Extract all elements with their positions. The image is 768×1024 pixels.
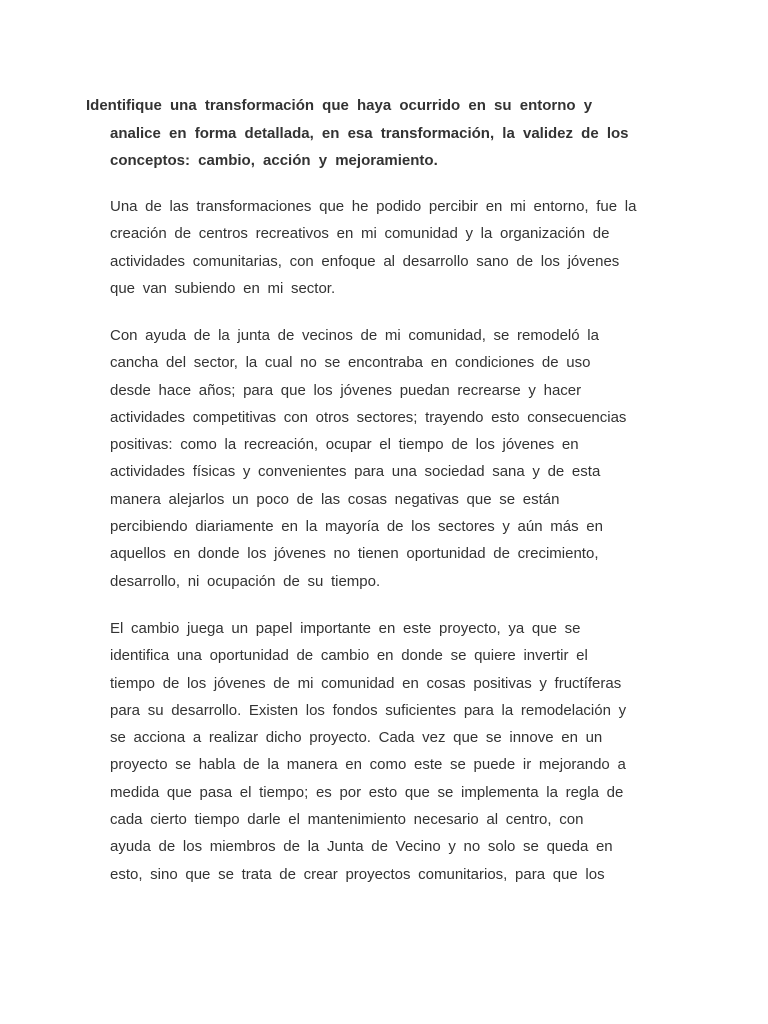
paragraph-line: esto, sino que se trata de crear proyectos comunitarios, para que los xyxy=(110,865,605,883)
paragraph-line: actividades competitivas con otros sectores; trayendo esto consecuencias xyxy=(110,408,627,426)
question-line: conceptos: cambio, acción y mejoramiento. xyxy=(110,152,438,169)
paragraph-line: Con ayuda de la junta de vecinos de mi comunidad, se remodeló la xyxy=(110,327,599,344)
paragraph-line: desde hace años; para que los jóvenes puedan recrearse y hacer xyxy=(110,381,582,399)
paragraph-line: cada cierto tiempo darle el mantenimiento necesario al centro, con xyxy=(110,811,584,829)
paragraph-change xyxy=(110,615,655,888)
question-line: Identifique una transformación que haya ocurrido en su entorno y xyxy=(86,97,593,114)
paragraph-line: creación de centros recreativos en mi comunidad y la organización de xyxy=(110,225,610,243)
paragraph-remodel xyxy=(110,322,655,595)
paragraph-line: aquellos en donde los jóvenes no tienen oportunidad de crecimiento, xyxy=(110,545,599,563)
paragraph-transformation xyxy=(110,193,655,302)
paragraph-line: que van subiendo en mi sector. xyxy=(110,279,336,297)
paragraph-line: para su desarrollo. Existen los fondos suficientes para la remodelación y xyxy=(110,701,627,719)
paragraph-line: tiempo de los jóvenes de mi comunidad en cosas positivas y fructíferas xyxy=(110,674,622,692)
question-heading xyxy=(86,92,686,175)
paragraph-line: manera alejarlos un poco de las cosas negativas que se están xyxy=(110,490,560,508)
paragraph-line: percibiendo diariamente en la mayoría de los sectores y aún más en xyxy=(110,518,603,536)
paragraph-line: ayuda de los miembros de la Junta de Vecino y no solo se queda en xyxy=(110,838,613,856)
paragraph-line: se acciona a realizar dicho proyecto. Cada vez que se innove en un xyxy=(110,729,603,747)
paragraph-line: El cambio juega un papel importante en este proyecto, ya que se xyxy=(110,620,581,637)
question-line: analice en forma detallada, en esa transformación, la validez de los xyxy=(110,124,629,142)
paragraph-line: desarrollo, ni ocupación de su tiempo. xyxy=(110,572,381,590)
paragraph-line: identifica una oportunidad de cambio en donde se quiere invertir el xyxy=(110,647,588,665)
paragraph-line: medida que pasa el tiempo; es por esto que se implementa la regla de xyxy=(110,783,624,801)
paragraph-line: Una de las transformaciones que he podido percibir en mi entorno, fue la xyxy=(110,198,637,215)
paragraph-line: actividades comunitarias, con enfoque al desarrollo sano de los jóvenes xyxy=(110,252,620,270)
paragraph-line: proyecto se habla de la manera en como este se puede ir mejorando a xyxy=(110,756,626,774)
paragraph-line: actividades físicas y convenientes para una sociedad sana y de esta xyxy=(110,463,601,481)
paragraph-line: positivas: como la recreación, ocupar el tiempo de los jóvenes en xyxy=(110,436,579,454)
paragraph-line: cancha del sector, la cual no se encontraba en condiciones de uso xyxy=(110,354,591,372)
